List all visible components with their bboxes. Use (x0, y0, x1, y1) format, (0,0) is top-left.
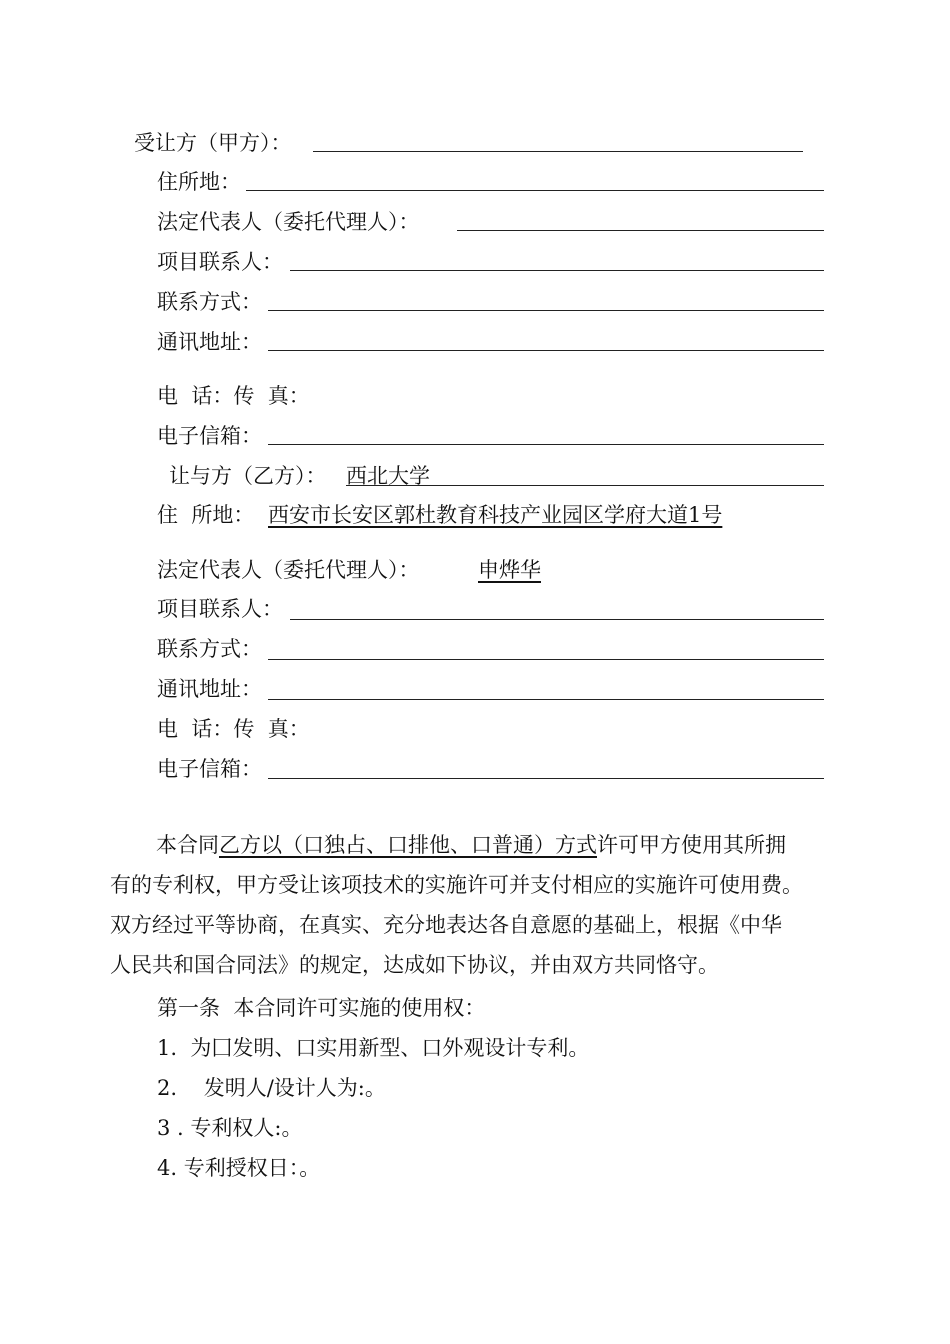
party-a-heading: 受让方（甲方）： (134, 131, 292, 155)
party-b-mail-address-label: 通讯地址： (157, 677, 262, 701)
party-b-contact-person-blank (290, 619, 824, 620)
party-b-contact-method-blank (268, 659, 824, 660)
party-a-rep-blank (457, 230, 824, 231)
body-prefix: 本合同 (156, 833, 219, 857)
party-a-mail-address-blank (268, 350, 824, 351)
party-b-name: 西北大学 (346, 464, 430, 488)
party-a-address-label: 住所地： (157, 170, 241, 194)
party-a-contact-method-blank (268, 310, 824, 311)
body-line-1 (110, 825, 855, 865)
party-b-address-value: 西安市长安区郭杜教育科技产业园区学府大道1号 (268, 503, 723, 527)
party-b-heading: 让与方（乙方）： (169, 464, 327, 488)
party-b-rep-value: 申烨华 (478, 558, 541, 582)
article-1-item-3: 3 . 专利权人:。 (157, 1116, 303, 1140)
article-1-item-1: 1. 为囗发明、口实用新型、口外观设计专利。 (157, 1036, 590, 1060)
party-b-contact-person-label: 项目联系人： (157, 597, 283, 621)
body-line-4: 人民共和国合同法》的规定，达成如下协议，并由双方共同恪守。 (110, 953, 719, 977)
body-paragraph (110, 825, 855, 985)
license-mode-text: 乙方以（口独占、口排他、口普通）方式 (219, 833, 597, 857)
party-a-rep-label: 法定代表人（委托代理人）： (157, 210, 420, 234)
party-a-phone-fax-label: 电 话：传 真： (157, 384, 310, 408)
party-a-contact-method-label: 联系方式： (157, 290, 262, 314)
party-a-email-label: 电子信箱： (157, 424, 262, 448)
party-a-name-blank (313, 151, 803, 152)
party-b-email-blank (268, 778, 824, 779)
party-a-email-blank (268, 444, 824, 445)
party-b-phone-fax-label: 电 话：传 真： (157, 717, 310, 741)
body-line-1-suffix: 许可甲方使用其所拥 (597, 833, 786, 857)
article-1-item-2: 2. 发明人/设计人为:。 (157, 1076, 386, 1100)
party-b-mail-address-blank (268, 699, 824, 700)
body-line-2: 有的专利权，甲方受让该项技术的实施许可并支付相应的实施许可使用费。 (110, 873, 803, 897)
party-b-email-label: 电子信箱： (157, 757, 262, 781)
party-a-contact-person-label: 项目联系人： (157, 250, 283, 274)
party-a-contact-person-blank (290, 270, 824, 271)
party-b-rep-label: 法定代表人（委托代理人）： (157, 558, 420, 582)
party-b-contact-method-label: 联系方式： (157, 637, 262, 661)
party-a-address-blank (246, 190, 824, 191)
party-a-mail-address-label: 通讯地址： (157, 330, 262, 354)
party-b-name-underline (346, 485, 824, 486)
article-1-item-4: 4. 专利授权日：。 (157, 1156, 321, 1180)
party-b-address-label: 住 所地： (157, 503, 255, 527)
article-1-heading: 第一条 本合同许可实施的使用权： (157, 996, 486, 1020)
body-line-3: 双方经过平等协商，在真实、充分地表达各自意愿的基础上，根据《中华 (110, 913, 782, 937)
